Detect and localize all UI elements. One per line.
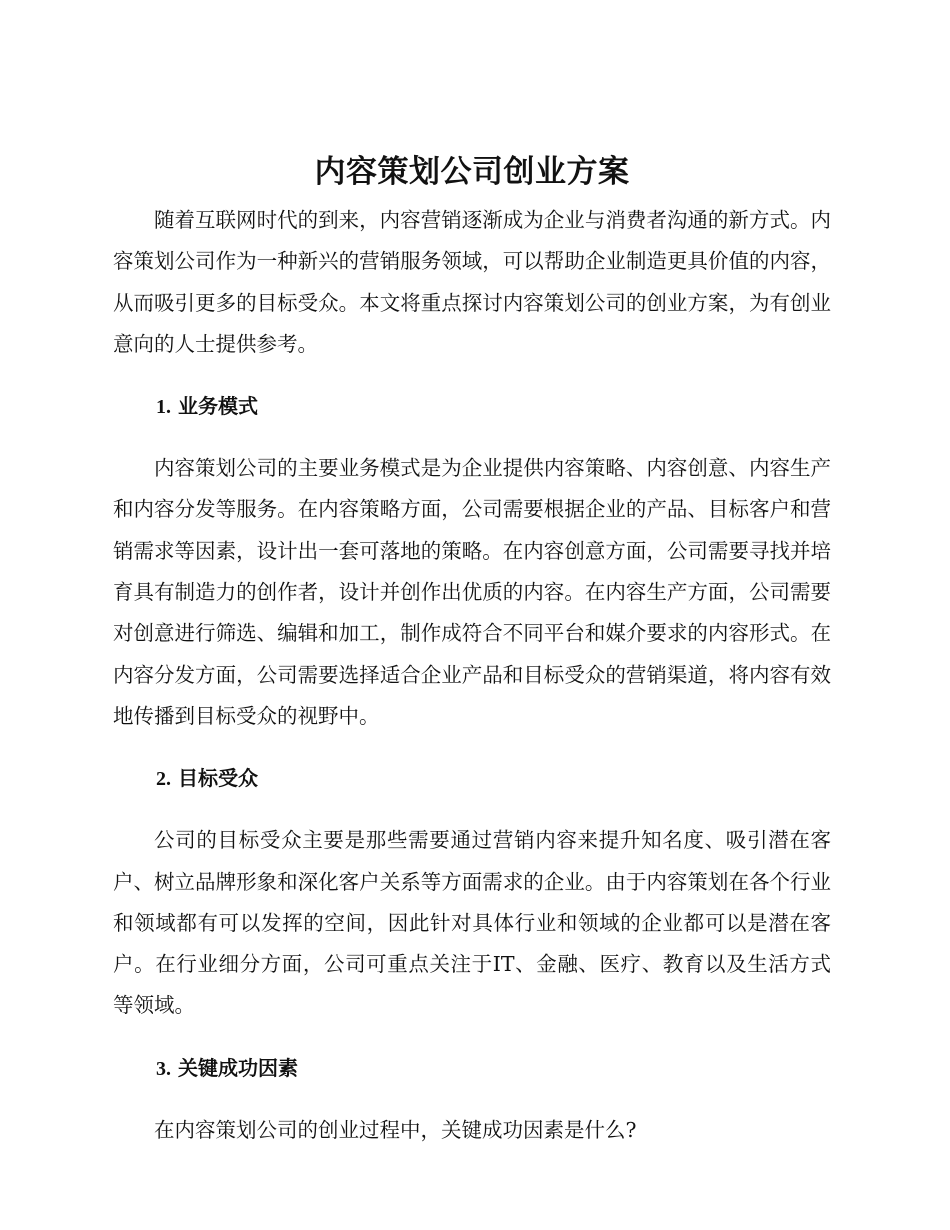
- section-heading-target-audience: [156, 763, 831, 794]
- section-title: 关键成功因素: [177, 1055, 298, 1080]
- section-number: 1.: [156, 396, 171, 419]
- section-heading-key-success-factors: [156, 1053, 831, 1084]
- intro-paragraph: 随着互联网时代的到来，内容营销逐渐成为企业与消费者沟通的新方式。内容策划公司作为一种新兴的营销服务领域，可以帮助企业制造更具价值的内容，从而吸引更多的目标受众。本文将重点探讨内容策划公司的创业方案，为有创业意向的人士提供参考。: [113, 208, 831, 356]
- section-body-key-success-factors: 在内容策划公司的创业过程中，关键成功因素是什么?: [154, 1117, 637, 1142]
- section-body-target-audience: 公司的目标受众主要是那些需要通过营销内容来提升知名度、吸引潜在客户、树立品牌形象和深化客户关系等方面需求的企业。由于内容策划在各个行业和领域都有可以发挥的空间，因此针对具体行业和领域的企业都可以是潜在客户。在行业细分方面，公司可重点关注于IT、金融、医疗、教育以及生活方式等领域。: [113, 828, 831, 1018]
- section-title: 业务模式: [177, 394, 258, 419]
- document-title: 内容策划公司创业方案: [314, 154, 630, 190]
- section-body-business-model: 内容策划公司的主要业务模式是为企业提供内容策略、内容创意、内容生产和内容分发等服务。在内容策略方面，公司需要根据企业的产品、目标客户和营销需求等因素，设计出一套可落地的策略。在内容创意方面，公司需要寻找并培育具有制造力的创作者，设计并创作出优质的内容。在内容生产方面，公司需要对创意进行筛选、编辑和加工，制作成符合不同平台和媒介要求的内容形式。在内容分发方面，公司需要选择适合企业产品和目标受众的营销渠道，将内容有效地传播到目标受众的视野中。: [113, 456, 831, 728]
- section-title: 目标受众: [177, 766, 258, 791]
- section-number: 3.: [156, 1057, 171, 1080]
- section-heading-business-model: [156, 391, 831, 422]
- section-number: 2.: [156, 768, 171, 791]
- document-page: [113, 150, 831, 1151]
